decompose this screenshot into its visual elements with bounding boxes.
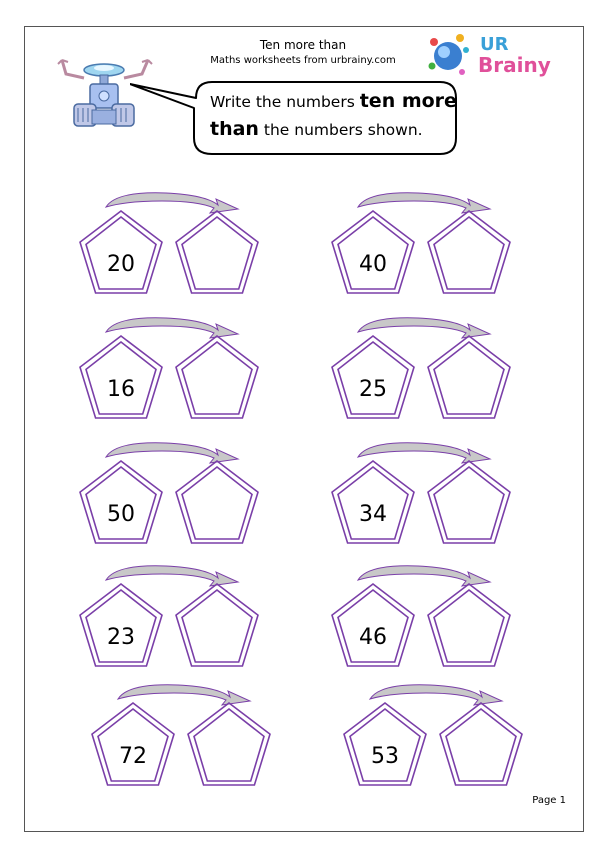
answer-pentagon-outer[interactable] bbox=[176, 211, 258, 293]
problem-item bbox=[332, 443, 510, 543]
problem-item bbox=[332, 193, 510, 293]
answer-pentagon-outer[interactable] bbox=[176, 336, 258, 418]
problem-item bbox=[80, 566, 258, 666]
answer-pentagon-inner[interactable] bbox=[434, 217, 504, 289]
problem-item bbox=[332, 566, 510, 666]
instruction-bold: ten more than bbox=[210, 90, 457, 140]
instruction-pre: Write the numbers bbox=[210, 93, 360, 111]
answer-pentagon-inner[interactable] bbox=[182, 467, 252, 539]
answer-pentagon-outer[interactable] bbox=[440, 703, 522, 785]
arrow-icon bbox=[358, 318, 490, 338]
problem-item bbox=[80, 318, 258, 418]
given-number: 23 bbox=[107, 625, 135, 650]
problem-item bbox=[344, 685, 522, 785]
given-number: 20 bbox=[107, 252, 135, 277]
logo-ur-text: UR bbox=[480, 34, 509, 55]
arrow-icon bbox=[358, 566, 490, 586]
arrow-icon bbox=[106, 318, 238, 338]
arrow-icon bbox=[106, 566, 238, 586]
answer-pentagon-inner[interactable] bbox=[182, 342, 252, 414]
logo-brainy-text: Brainy bbox=[478, 53, 551, 77]
problem-item bbox=[92, 685, 270, 785]
answer-pentagon-outer[interactable] bbox=[176, 461, 258, 543]
answer-pentagon-inner[interactable] bbox=[434, 342, 504, 414]
given-number: 34 bbox=[359, 502, 387, 527]
problem-item bbox=[80, 193, 258, 293]
given-number: 16 bbox=[107, 377, 135, 402]
given-number: 25 bbox=[359, 377, 387, 402]
answer-pentagon-inner[interactable] bbox=[446, 709, 516, 781]
arrow-icon bbox=[106, 443, 238, 463]
page-number: Page 1 bbox=[532, 795, 566, 806]
answer-pentagon-outer[interactable] bbox=[428, 336, 510, 418]
arrow-icon bbox=[106, 193, 238, 213]
answer-pentagon-outer[interactable] bbox=[428, 584, 510, 666]
answer-pentagon-inner[interactable] bbox=[182, 217, 252, 289]
answer-pentagon-inner[interactable] bbox=[194, 709, 264, 781]
answer-pentagon-outer[interactable] bbox=[428, 461, 510, 543]
arrow-icon bbox=[358, 193, 490, 213]
answer-pentagon-outer[interactable] bbox=[188, 703, 270, 785]
given-number: 72 bbox=[119, 744, 147, 769]
given-number: 40 bbox=[359, 252, 387, 277]
answer-pentagon-inner[interactable] bbox=[434, 590, 504, 662]
worksheet-subtitle: Maths worksheets from urbrainy.com bbox=[210, 55, 396, 66]
arrow-icon bbox=[118, 685, 250, 705]
arrow-icon bbox=[370, 685, 502, 705]
given-number: 53 bbox=[371, 744, 399, 769]
given-number: 46 bbox=[359, 625, 387, 650]
answer-pentagon-inner[interactable] bbox=[434, 467, 504, 539]
arrow-icon bbox=[358, 443, 490, 463]
worksheet-title: Ten more than bbox=[259, 38, 347, 52]
problem-item bbox=[332, 318, 510, 418]
answer-pentagon-outer[interactable] bbox=[176, 584, 258, 666]
instruction-post: the numbers shown. bbox=[258, 121, 423, 139]
answer-pentagon-outer[interactable] bbox=[428, 211, 510, 293]
problem-item bbox=[80, 443, 258, 543]
given-number: 50 bbox=[107, 502, 135, 527]
answer-pentagon-inner[interactable] bbox=[182, 590, 252, 662]
